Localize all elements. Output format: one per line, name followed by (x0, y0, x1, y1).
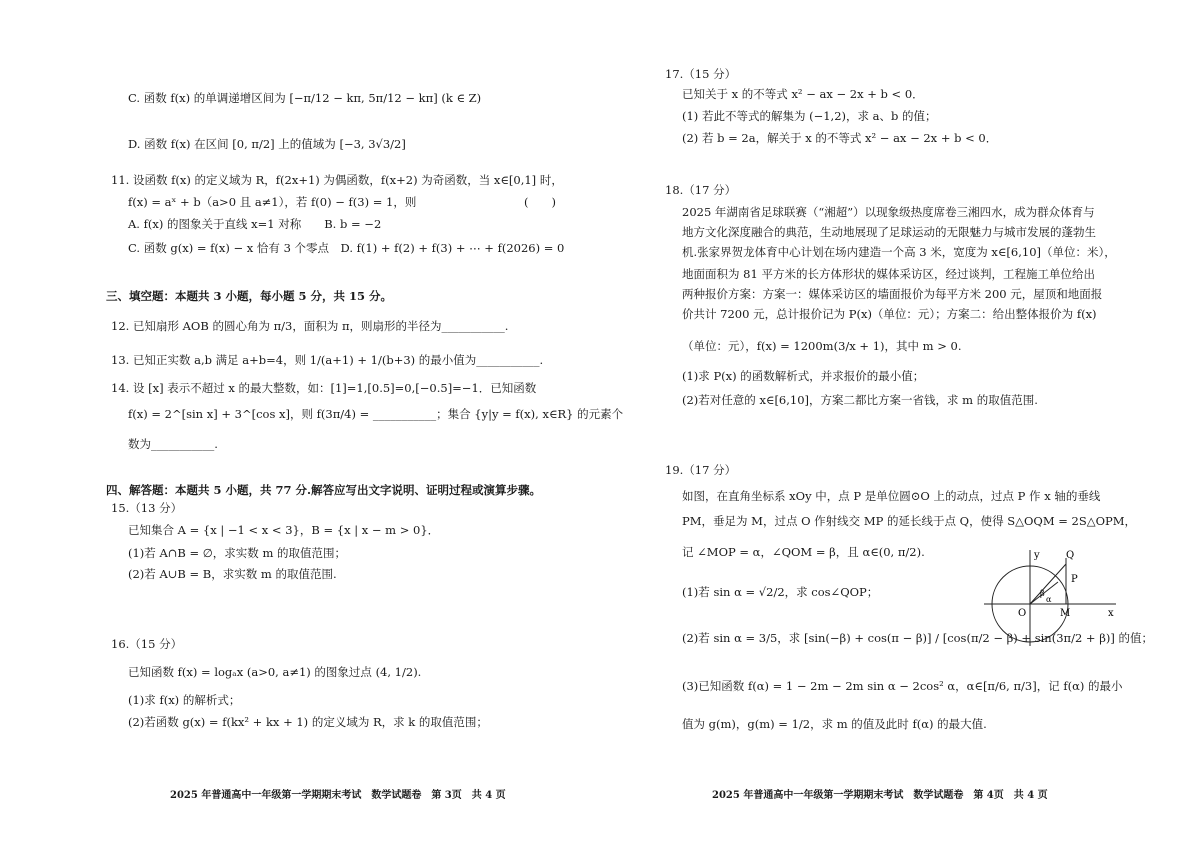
exam-text-line: 已知关于 x 的不等式 x² − ax − 2x + b < 0． (682, 87, 924, 101)
exam-text-line: 已知集合 A = {x | −1 < x < 3}，B = {x | x − m > 0}． (128, 523, 440, 537)
exam-text-line: (1)若 A∩B = ∅，求实数 m 的取值范围； (128, 546, 347, 560)
exam-text-line: 地方文化深度融合的典范，生动地展现了足球运动的无限魅力与城市发展的蓬勃生 (682, 225, 1096, 239)
exam-text-line: 15.（13 分） (111, 501, 183, 515)
label-y: y (1034, 550, 1040, 561)
exam-text-line: 17.（15 分） (665, 67, 737, 81)
exam-text-line: f(x) = aˣ + b（a>0 且 a≠1），若 f(0) − f(3) = 1，则 (128, 195, 417, 209)
exam-text-line: (1) 若此不等式的解集为 (−1,2)，求 a、b 的值； (682, 109, 937, 123)
exam-text-line: 机.张家界贺龙体育中心计划在场内建造一个高 3 米，宽度为 x∈[6,10]（单位：米）， (682, 245, 1116, 259)
exam-text-line: (2) 若 b = 2a，解关于 x 的不等式 x² − ax − 2x + b < 0． (682, 131, 998, 145)
exam-text-line: 记 ∠MOP = α，∠QOM = β，且 α∈(0, π/2). (682, 545, 925, 559)
exam-text-line: (1)若 sin α = √2/2，求 cos∠QOP； (682, 585, 879, 599)
label-p: P (1071, 574, 1078, 585)
exam-text-line: 2025 年湖南省足球联赛（“湘超”）以现象级热度席卷三湘四水，成为群众体育与 (682, 205, 1095, 219)
page-4-footer: 2025 年普通高中一年级第一学期期末考试 数学试题卷 第 4页 共 4 页 (712, 790, 1048, 801)
exam-text-line: (1)求 f(x) 的解析式； (128, 693, 241, 707)
exam-text-line: （单位：元），f(x) = 1200m(3/x + 1)，其中 m > 0. (682, 339, 962, 353)
label-alpha: α (1046, 595, 1052, 604)
exam-text-line: 值为 g(m)，g(m) = 1/2，求 m 的值及此时 f(α) 的最大值. (682, 717, 987, 731)
exam-text-line: 如图，在直角坐标系 xOy 中，点 P 是单位圆⊙O 上的动点，过点 P 作 x 轴的垂线 (682, 489, 1101, 503)
exam-text-line: 12. 已知扇形 AOB 的圆心角为 π/3，面积为 π，则扇形的半径为___________. (111, 319, 509, 333)
exam-text-line: ( ) (524, 195, 556, 209)
exam-text-line: (2)若 A∪B = B，求实数 m 的取值范围. (128, 567, 337, 581)
label-m: M (1060, 608, 1071, 619)
exam-text-line: (3)已知函数 f(α) = 1 − 2m − 2m sin α − 2cos² α，α∈[π/6, π/3]，记 f(α) 的最小 (682, 679, 1123, 693)
exam-text-line: 16.（15 分） (111, 637, 183, 651)
exam-text-line: 四、解答题：本题共 5 小题，共 77 分.解答应写出文字说明、证明过程或演算步骤。 (106, 483, 542, 497)
exam-text-line: C. 函数 g(x) = f(x) − x 恰有 3 个零点 D. f(1) + f(2) + f(3) + ⋯ + f(2026) = 0 (128, 241, 565, 255)
exam-text-line: 已知函数 f(x) = logₐx (a>0, a≠1) 的图象过点 (4, 1/2). (128, 665, 422, 679)
exam-text-line: 数为___________. (128, 437, 218, 451)
page-3-footer: 2025 年普通高中一年级第一学期期末考试 数学试题卷 第 3页 共 4 页 (170, 790, 506, 801)
exam-text-line: 13. 已知正实数 a,b 满足 a+b=4，则 1/(a+1) + 1/(b+3) 的最小值为___________. (111, 353, 544, 367)
label-beta: β (1040, 589, 1045, 598)
exam-text-line: 两种报价方案：方案一：媒体采访区的墙面报价为每平方米 200 元，屋顶和地面报 (682, 287, 1103, 301)
label-x: x (1108, 608, 1114, 619)
exam-text-line: A. f(x) 的图象关于直线 x=1 对称 B. b = −2 (128, 217, 382, 231)
exam-text-line: 18.（17 分） (665, 183, 737, 197)
exam-text-line: 价共计 7200 元，总计报价记为 P(x)（单位：元）；方案二：给出整体报价为 f(x) (682, 307, 1097, 321)
exam-text-line: 11. 设函数 f(x) 的定义域为 R，f(2x+1) 为偶函数，f(x+2) 为奇函数，当 x∈[0,1] 时， (111, 173, 563, 187)
exam-text-line: f(x) = 2^[sin x] + 3^[cos x]，则 f(3π/4) = ___________；集合 {y|y = f(x), x∈R} 的元素个 (128, 407, 624, 421)
exam-text-line: PM，垂足为 M，过点 O 作射线交 MP 的延长线于点 Q，使得 S△OQM = 2S△OPM， (682, 514, 1137, 528)
exam-text-line: 三、填空题：本题共 3 小题，每小题 5 分，共 15 分。 (106, 289, 393, 303)
exam-text-line: 19.（17 分） (665, 463, 737, 477)
exam-text-line: 地面面积为 81 平方米的长方体形状的媒体采访区，经过谈判，工程施工单位给出 (682, 267, 1095, 281)
exam-text-line: (1)求 P(x) 的函数解析式，并求报价的最小值； (682, 369, 925, 383)
label-o: O (1018, 608, 1027, 619)
exam-page-4 (600, 0, 1200, 849)
exam-text-line: D. 函数 f(x) 在区间 [0, π/2] 上的值域为 [−3, 3√3/2] (128, 137, 406, 151)
exam-text-line: (2)若对任意的 x∈[6,10]，方案二都比方案一省钱，求 m 的取值范围. (682, 393, 1038, 407)
exam-text-line: 14. 设 [x] 表示不超过 x 的最大整数，如：[1]=1,[0.5]=0,[−0.5]=−1．已知函数 (111, 381, 537, 395)
exam-text-line: C. 函数 f(x) 的单调递增区间为 [−π/12 − kπ, 5π/12 − kπ] (k ∈ Z) (128, 91, 482, 105)
exam-text-line: (2)若函数 g(x) = f(kx² + kx + 1) 的定义域为 R，求 k 的取值范围； (128, 715, 488, 729)
label-q: Q (1066, 550, 1075, 561)
exam-text-line: (2)若 sin α = 3/5，求 [sin(−β) + cos(π − β)] / [cos(π/2 − β) + sin(3π/2 + β)] 的值； (682, 631, 1153, 645)
